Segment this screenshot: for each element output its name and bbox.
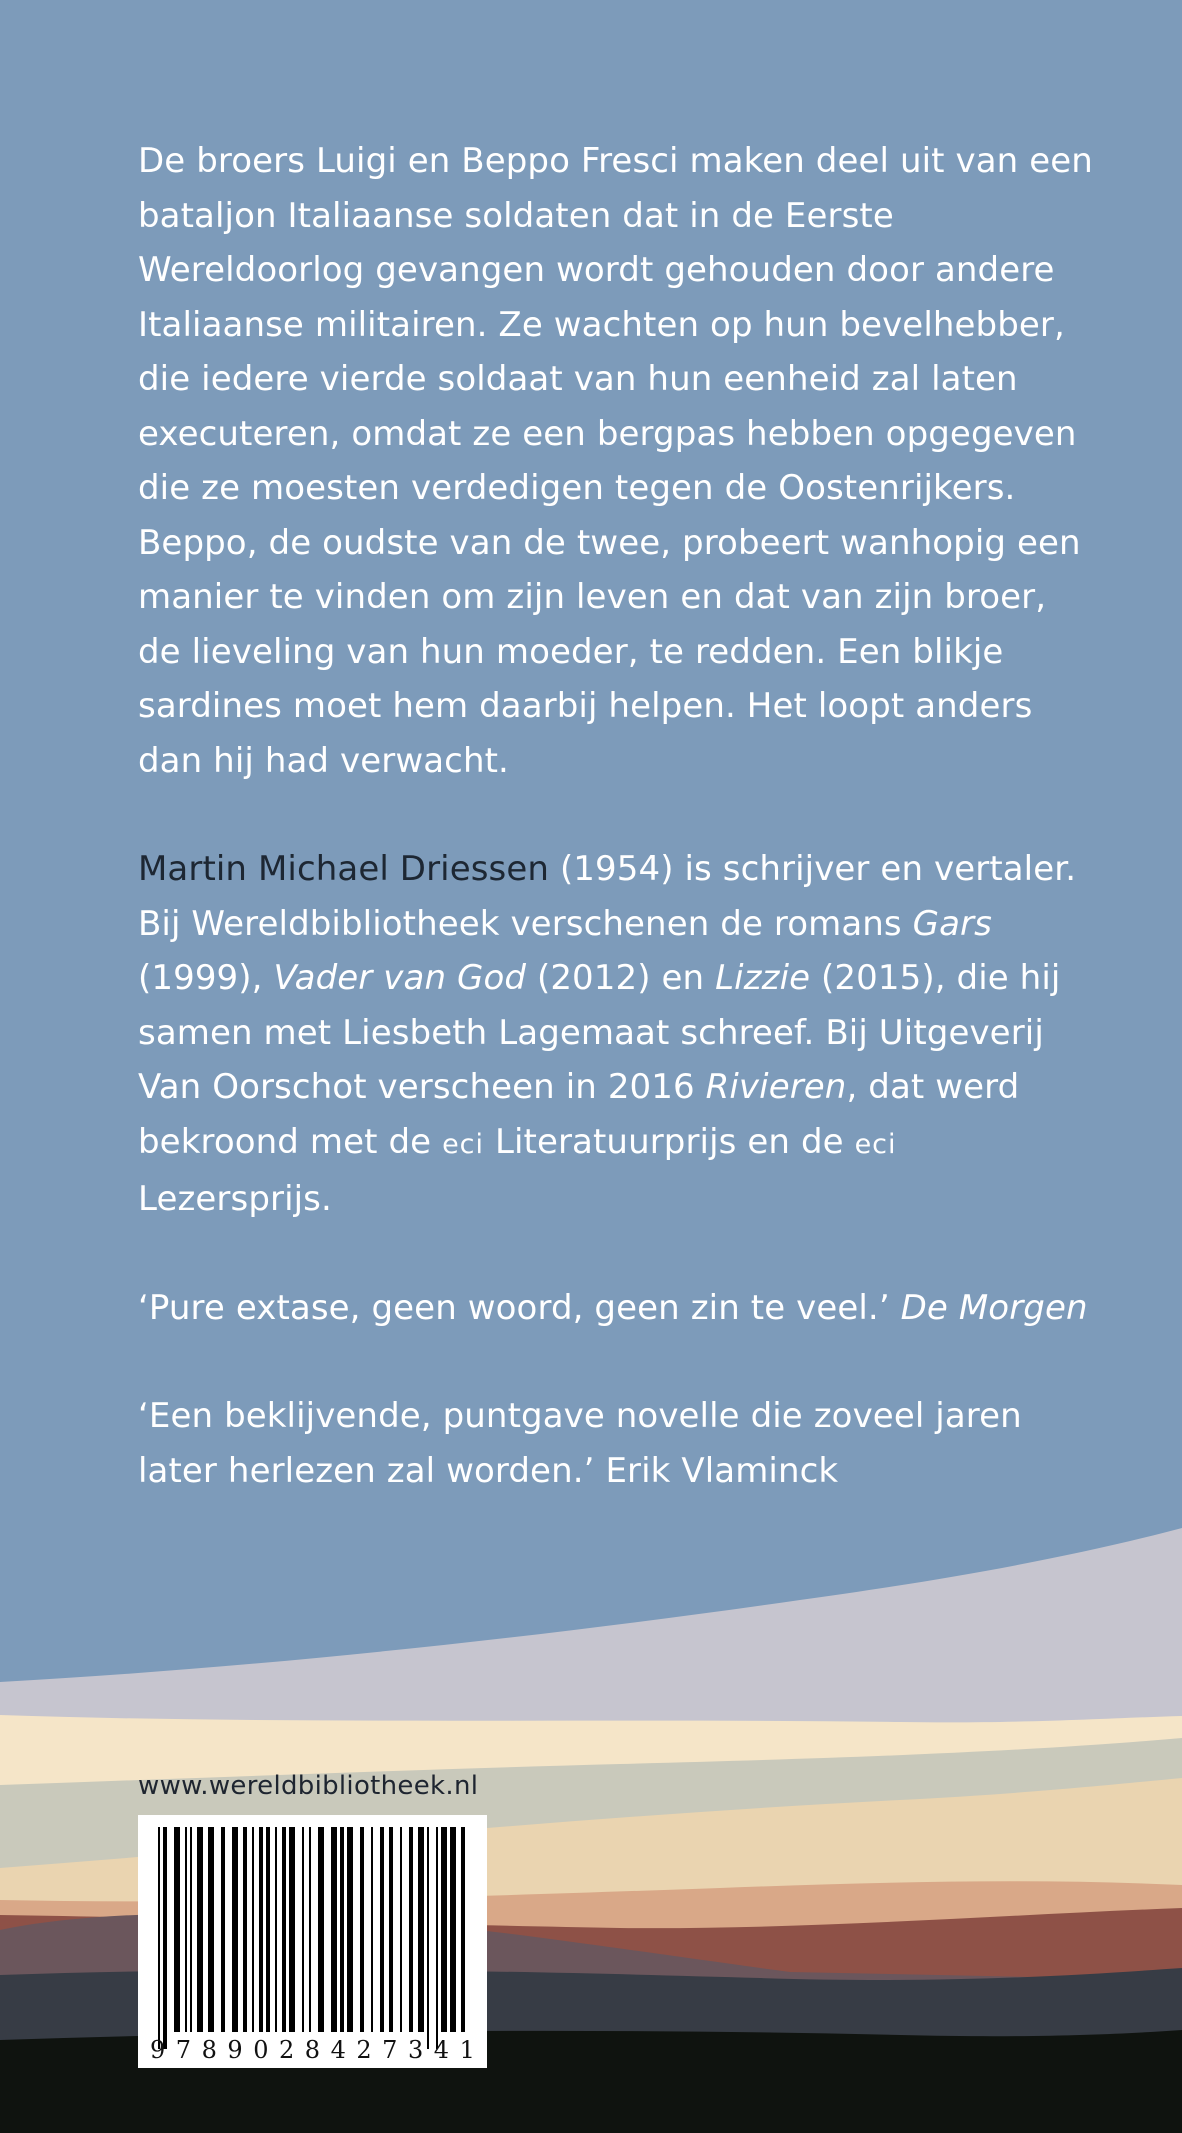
author-name: Martin Michael Driessen: [138, 849, 550, 889]
barcode-bar: [441, 1827, 447, 2032]
barcode-bar: [347, 1827, 353, 2032]
barcode-bar: [371, 1827, 373, 2032]
author-bio-text: (2015), die hij samen met Liesbeth Lagemaat schreef. Bij Uitgeverij Van Oorschot verscheen in 2016: [138, 958, 1061, 1107]
barcode-digit: 8: [304, 2036, 321, 2064]
barcode-digit: 4: [433, 2036, 450, 2064]
barcode-bar: [243, 1827, 247, 2032]
author-bio: [138, 842, 1098, 1227]
author-bio-text: Lezersprijs.: [138, 1179, 332, 1219]
barcode-bar: [309, 1827, 311, 2032]
book-title-lizzie: Lizzie: [715, 958, 811, 998]
barcode-digit: 2: [356, 2036, 372, 2064]
barcode-digit: 3: [407, 2036, 424, 2064]
barcode-bar: [331, 1827, 337, 2032]
barcode-bar: [461, 1827, 465, 2032]
barcode-bar: [185, 1827, 187, 2032]
quote-source: De Morgen: [900, 1287, 1088, 1328]
book-title-vader-van-god: Vader van God: [273, 958, 527, 998]
author-bio-text: (1999),: [138, 958, 274, 998]
barcode-bar: [436, 1827, 438, 2049]
barcode-bar: [190, 1827, 192, 2032]
prize-abbreviation: eci: [442, 1128, 485, 1160]
isbn-barcode: [138, 1815, 487, 2068]
barcode-bar: [282, 1827, 286, 2032]
barcode-digits: [150, 2036, 475, 2064]
book-title-gars: Gars: [912, 903, 992, 944]
barcode-bar: [163, 1827, 167, 2049]
quote-text: ‘Een beklijvende, puntgave novelle die zoveel jaren later herlezen zal worden.’: [138, 1396, 1022, 1491]
barcode-bar: [380, 1827, 384, 2032]
barcode-bar: [259, 1827, 263, 2032]
barcode-bar: [158, 1827, 160, 2049]
barcode-bar: [389, 1827, 393, 2032]
barcode-bar: [360, 1827, 364, 2032]
review-quote: [138, 1281, 1098, 1336]
barcode-bar: [275, 1827, 277, 2032]
barcode-bar: [400, 1827, 402, 2032]
author-bio-text: Literatuurprijs en de: [484, 1121, 855, 1162]
barcode-digit: 9: [227, 2036, 243, 2064]
barcode-bar: [266, 1827, 270, 2032]
barcode-bars: [138, 1815, 487, 2068]
barcode-digit: 0: [253, 2036, 269, 2064]
barcode-bar: [174, 1827, 180, 2032]
quote-text: ‘Pure extase, geen woord, geen zin te veel.’: [138, 1287, 901, 1328]
barcode-bar: [427, 1827, 429, 2049]
barcode-bar: [289, 1827, 295, 2032]
barcode-bar: [221, 1827, 225, 2032]
barcode-bar: [340, 1827, 344, 2032]
back-cover-text: [138, 134, 1098, 1498]
review-quote: [138, 1389, 1098, 1498]
barcode-bar: [208, 1827, 214, 2032]
barcode-bar: [252, 1827, 254, 2032]
publisher-website: www.wereldbibliotheek.nl: [138, 1771, 479, 1801]
barcode-digit: 2: [278, 2036, 295, 2064]
book-title-rivieren: Rivieren: [705, 1067, 847, 1107]
author-bio-text: (1954) is schrijver en vertaler. Bij Wereldbibliotheek verschenen de romans: [138, 849, 1077, 944]
barcode-digit: 8: [201, 2036, 217, 2064]
barcode-bar: [418, 1827, 424, 2032]
barcode-digit: 4: [330, 2036, 346, 2064]
barcode-bar: [232, 1827, 238, 2032]
barcode-digit: 7: [382, 2036, 398, 2064]
barcode-digit: 1: [459, 2036, 475, 2064]
author-bio-text: (2012) en: [526, 958, 716, 998]
barcode-bar: [450, 1827, 456, 2032]
quote-source: Erik Vlaminck: [605, 1450, 839, 1491]
author-bio-text: , dat werd bekroond met de: [138, 1067, 1020, 1162]
barcode-digit: 7: [175, 2036, 192, 2064]
barcode-bar: [318, 1827, 324, 2032]
barcode-bar: [302, 1827, 304, 2032]
prize-abbreviation: eci: [854, 1128, 897, 1160]
barcode-bar: [409, 1827, 413, 2032]
barcode-bar: [197, 1827, 203, 2032]
blurb-paragraph: De broers Luigi en Beppo Fresci maken deel uit van een bataljon Italiaanse soldaten dat in de Eerste Wereldoorlog gevangen wordt gehouden door andere Italiaanse militairen. Ze wachten op hun bevelhebber, die iedere vierde soldaat van hun eenheid zal laten executeren, omdat ze een bergpas hebben opgegeven die ze moesten verdedigen tegen de Oostenrijkers. Beppo, de oudste van de twee, probeert wanhopig een manier te vinden om zijn leven en dat van zijn broer, de lieveling van hun moeder, te redden. Een blikje sardines moet hem daarbij helpen. Het loopt anders dan hij had verwacht.: [138, 141, 1093, 781]
barcode-digit: 9: [150, 2036, 166, 2064]
